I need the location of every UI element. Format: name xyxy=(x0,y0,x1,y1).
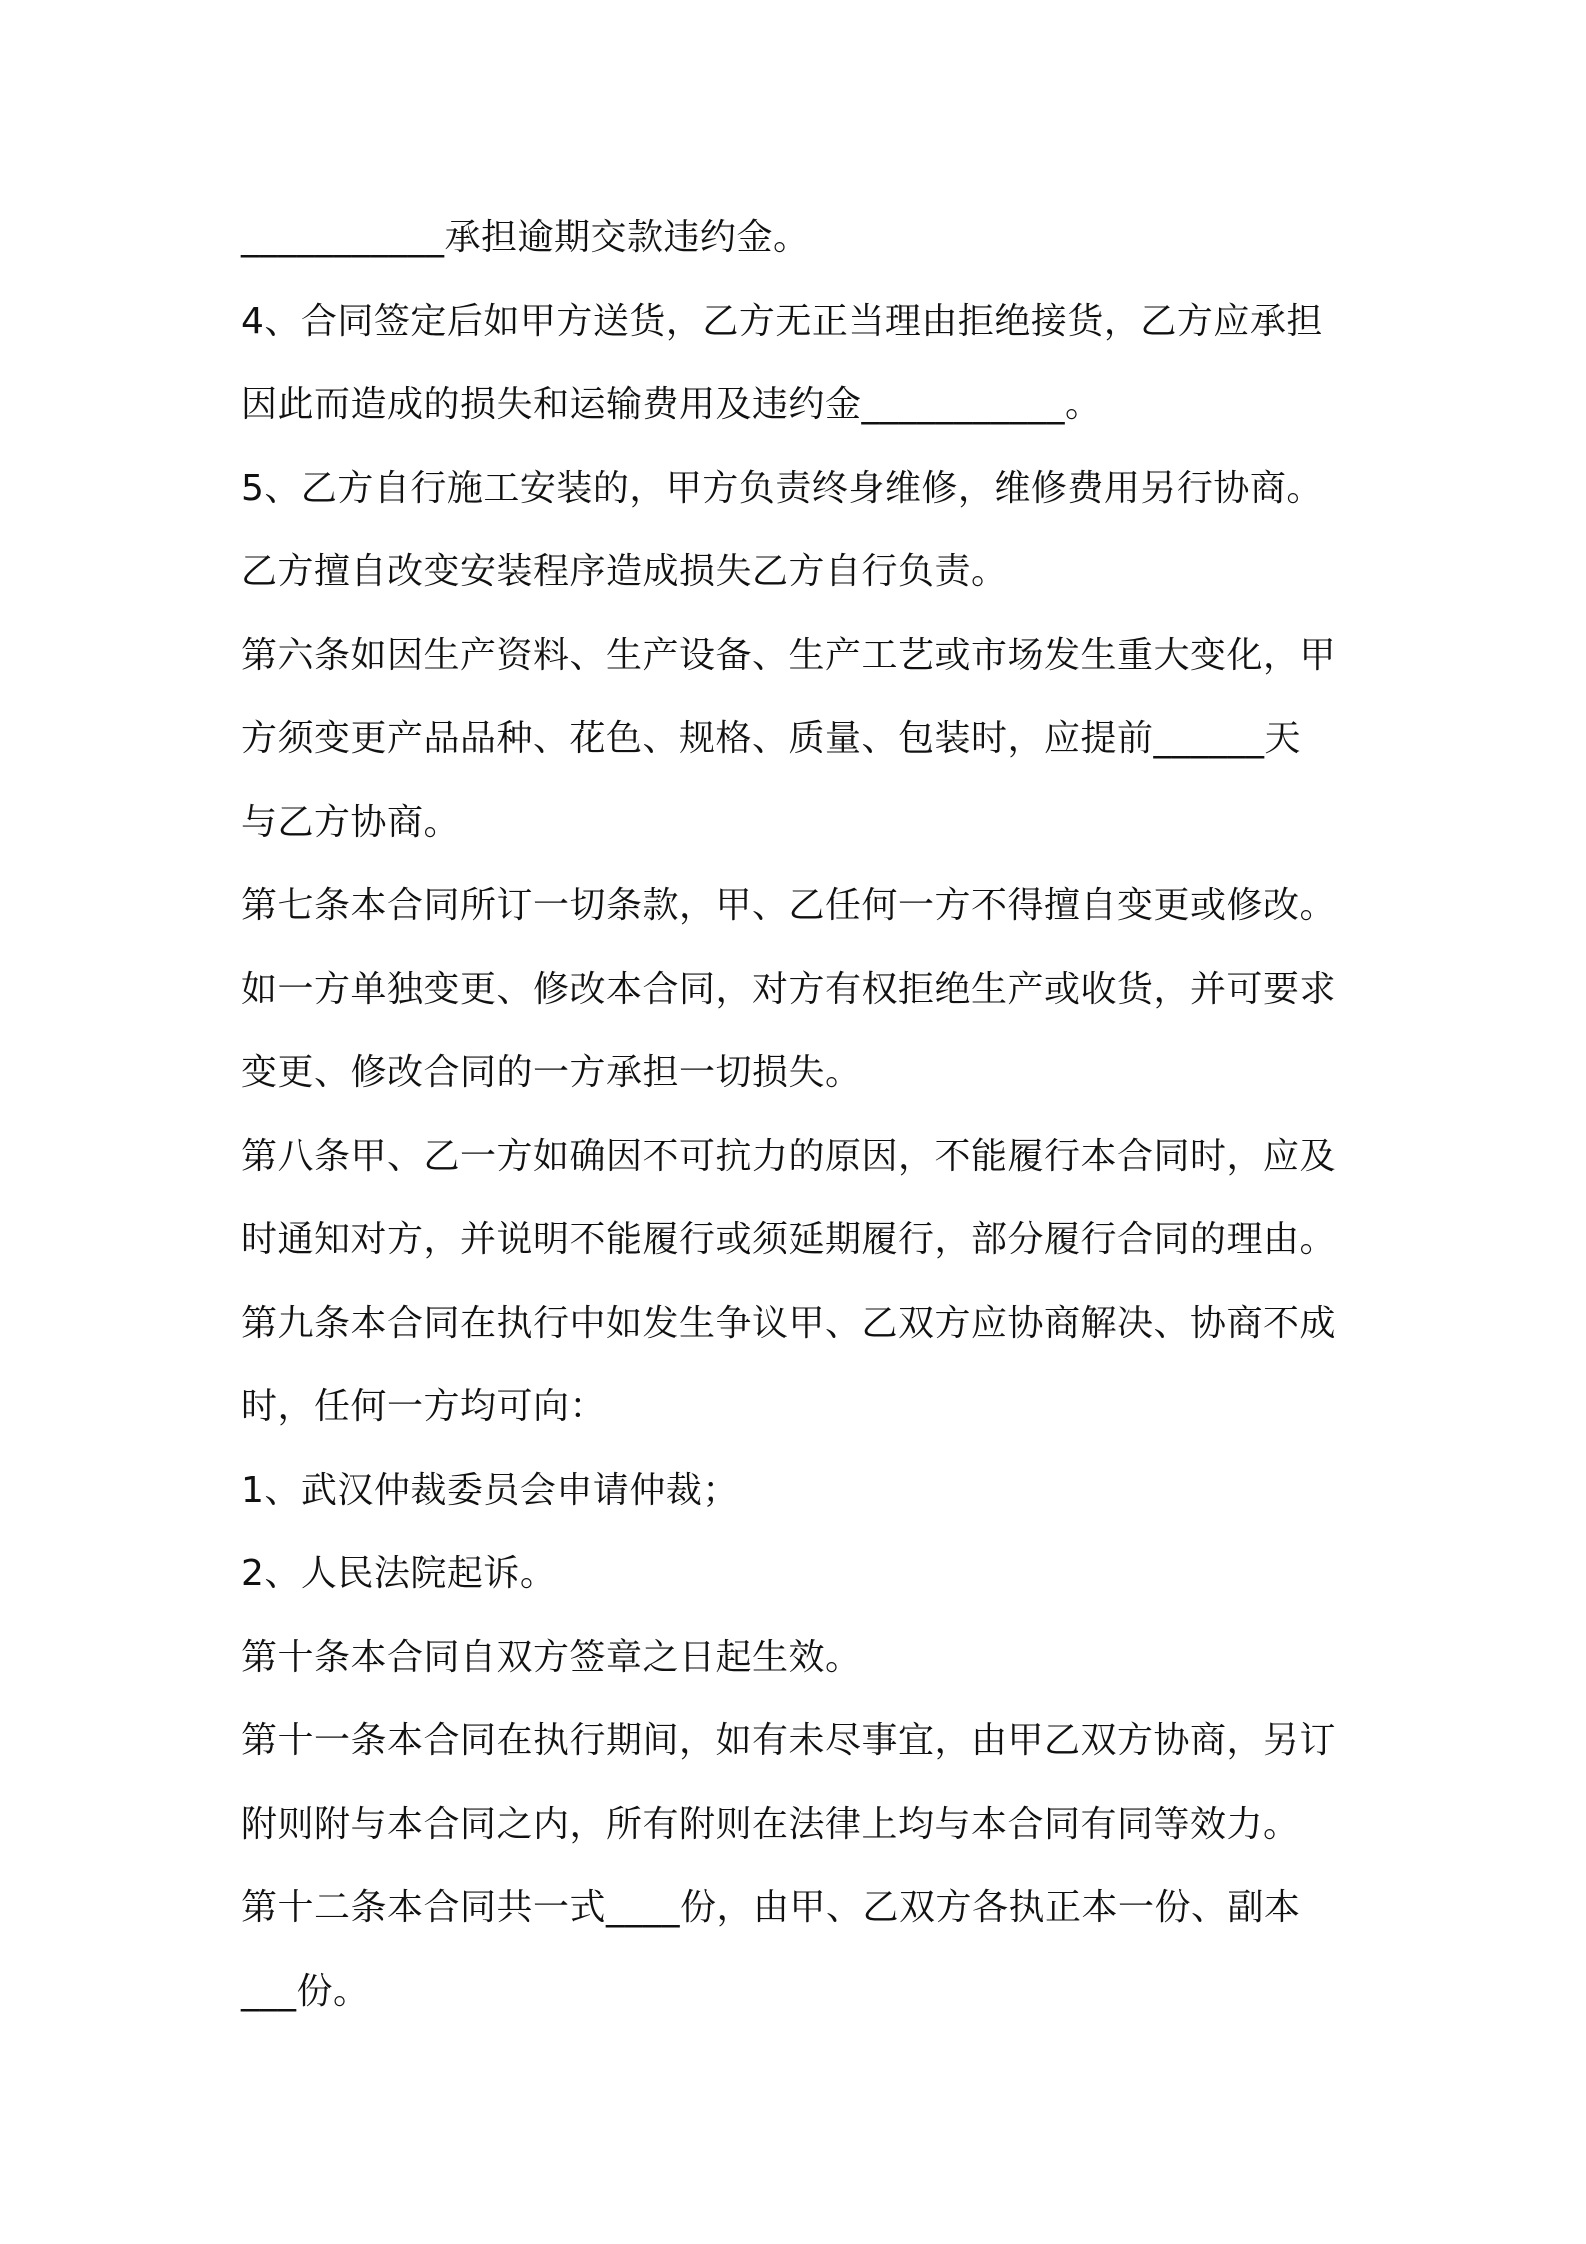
text-line-17: 2、人民法院起诉。 xyxy=(241,1553,557,1594)
text-line-4: 5、乙方自行施工安装的，甲方负责终身维修，维修费用另行协商。 xyxy=(241,467,1323,509)
text-line-11: 变更、修改合同的一方承担一切损失。 xyxy=(241,1052,862,1093)
text-line-12: 第八条甲、乙一方如确因不可抗力的原因，不能履行本合同时，应及 xyxy=(241,1135,1337,1177)
text-line-15: 时，任何一方均可向： xyxy=(241,1386,607,1427)
text-line-14: 第九条本合同在执行中如发生争议甲、乙双方应协商解决、协商不成 xyxy=(241,1302,1337,1344)
text-line-1: ___________承担逾期交款违约金。 xyxy=(241,217,810,258)
contract-body xyxy=(241,196,1361,2033)
text-line-13: 时通知对方，并说明不能履行或须延期履行，部分履行合同的理由。 xyxy=(241,1219,1337,1260)
text-line-3: 因此而造成的损失和运输费用及违约金___________。 xyxy=(241,384,1102,425)
text-line-8: 与乙方协商。 xyxy=(241,801,461,843)
text-line-20: 附则附与本合同之内，所有附则在法律上均与本合同有同等效力。 xyxy=(241,1803,1300,1845)
text-line-18: 第十条本合同自双方签章之日起生效。 xyxy=(241,1636,862,1678)
text-line-19: 第十一条本合同在执行期间，如有未尽事宜，由甲乙双方协商，另订 xyxy=(241,1720,1337,1761)
text-line-22: ___份。 xyxy=(241,1970,370,2012)
text-line-7: 方须变更产品品种、花色、规格、质量、包装时，应提前______天 xyxy=(241,718,1302,759)
text-line-16: 1、武汉仲裁委员会申请仲裁； xyxy=(241,1469,739,1511)
text-line-5: 乙方擅自改变安装程序造成损失乙方自行负责。 xyxy=(241,551,1008,592)
text-line-9: 第七条本合同所订一切条款，甲、乙任何一方不得擅自变更或修改。 xyxy=(241,885,1337,926)
text-line-6: 第六条如因生产资料、生产设备、生产工艺或市场发生重大变化，甲 xyxy=(241,634,1337,676)
text-line-10: 如一方单独变更、修改本合同，对方有权拒绝生产或收货，并可要求 xyxy=(241,968,1337,1010)
text-line-21: 第十二条本合同共一式____份，由甲、乙双方各执正本一份、副本 xyxy=(241,1887,1301,1928)
text-line-2: 4、合同签定后如甲方送货，乙方无正当理由拒绝接货，乙方应承担 xyxy=(241,300,1323,342)
